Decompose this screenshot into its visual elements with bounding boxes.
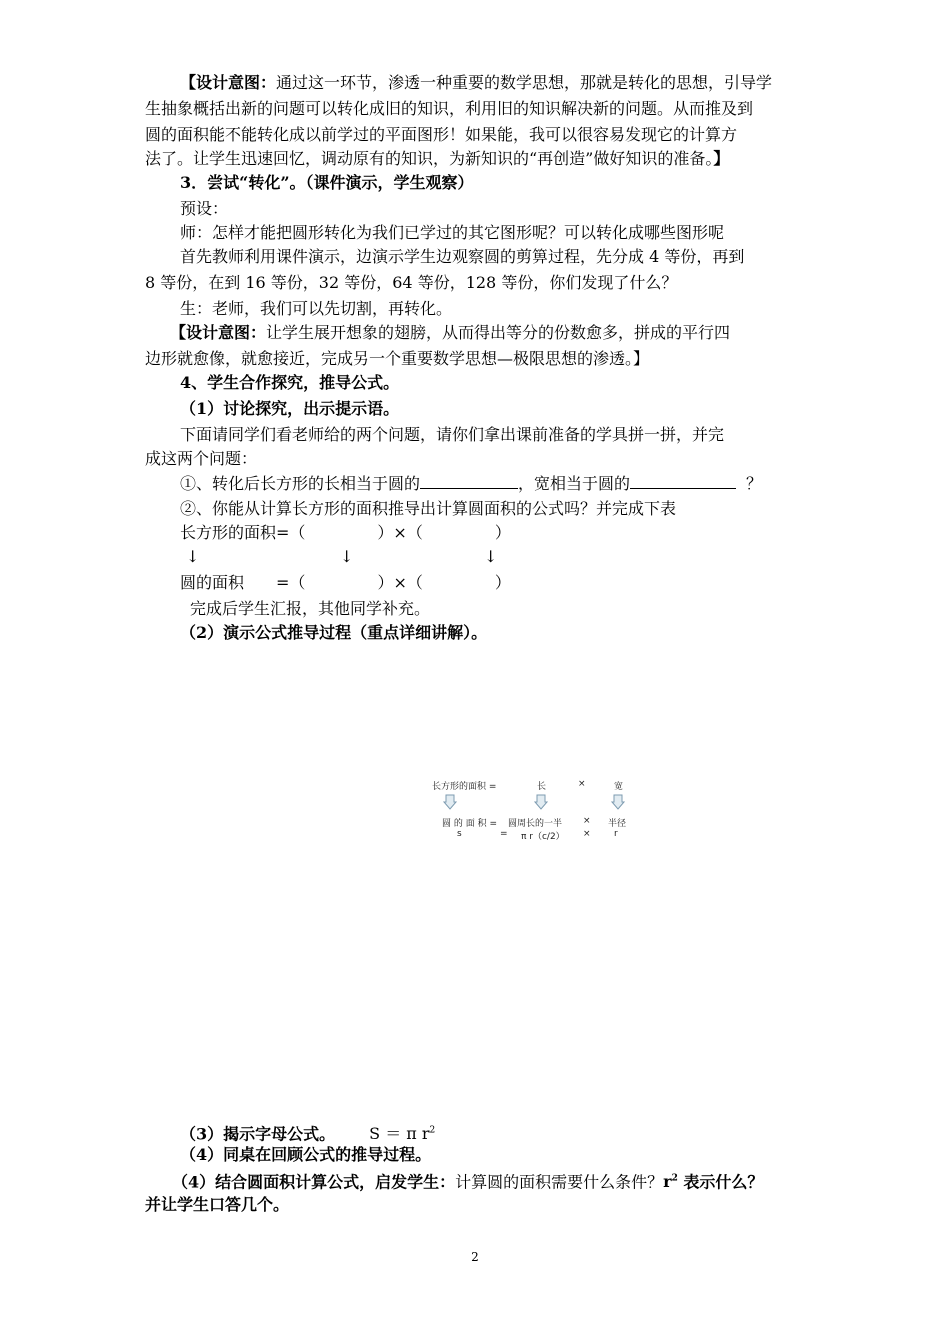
text: ，宽相当于圆的: [518, 474, 631, 493]
diagram-r: r: [614, 829, 618, 839]
demo-text-line-1: 首先教师利用课件演示，边演示学生边观察圆的剪箅过程，先分成 4 等份，再到: [180, 247, 745, 266]
diagram-rect-area-label: 长方形的面积 =: [432, 782, 497, 792]
answer-blank-width: [630, 472, 736, 489]
text: 法了。让学生迅速回忆，调动原有的知识，为新知识的“再创造”做好知识的准备。: [145, 149, 714, 168]
text: 通过这一环节，渗透一种重要的数学思想，那就是转化的思想，引导学: [276, 73, 773, 92]
exponent: 2: [671, 1174, 678, 1184]
diagram-half-circumference: 圆周长的一半: [508, 819, 563, 829]
design-intent-2-line-2: 边形就愈像，就愈接近，完成另一个重要数学思想—极限思想的渗透。】: [145, 349, 650, 368]
down-arrow-icon: ↓: [484, 547, 498, 566]
preset-label: 预设：: [180, 199, 229, 218]
design-intent-2-line-1: [170, 322, 730, 344]
section-4-title: 4、学生合作探究，推导公式。: [180, 373, 400, 392]
section-3-title: 3．尝试“转化”。（课件演示，学生观察）: [180, 173, 474, 192]
diagram-times: ×: [583, 816, 591, 826]
demo-text-line-2: 8 等份，在到 16 等份，32 等份，64 等份，128 等份，你们发现了什么？: [145, 273, 678, 292]
subsection-1-title: （1）讨论探究，出示提示语。: [180, 399, 400, 418]
page-number: 2: [471, 1250, 479, 1264]
exponent: 2: [429, 1126, 436, 1136]
design-intent-1-line-4: [145, 148, 729, 170]
diagram-width-label: 宽: [614, 782, 624, 792]
text: ）×（: [377, 573, 423, 592]
design-intent-1-line-3: 圆的面积能不能转化成以前学过的平面图形！如果能，我可以很容易发现它的计算方: [145, 125, 738, 144]
text: S ＝ π r: [369, 1124, 430, 1144]
diagram-times: ×: [583, 829, 591, 839]
circle-area-row: [180, 572, 511, 594]
design-intent-label: 【设计意图：: [170, 323, 267, 342]
question-1: [180, 472, 762, 495]
subsection-3-title: （3）揭示字母公式。: [180, 1124, 336, 1144]
r-squared: [663, 1172, 678, 1191]
text: ）: [494, 573, 511, 592]
subsection-5-line-1: [172, 1168, 763, 1193]
diagram-radius-label: 半径: [608, 819, 627, 829]
text: ①、转化后长方形的长相当于圆的: [180, 474, 421, 493]
design-intent-label: 【设计意图：: [180, 73, 277, 92]
teacher-question: 师：怎样才能把圆形转化为我们已学过的其它图形呢？可以转化成哪些图形呢: [180, 223, 725, 242]
subsection-5-line-2: 并让学生口答几个。: [145, 1195, 290, 1214]
diagram-length-label: 长: [537, 782, 547, 792]
diagram-circle-area-label: 圆 的 面 积 =: [442, 819, 497, 829]
text: 长方形的面积=（: [180, 523, 306, 542]
answer-blank-length: [420, 472, 518, 489]
text: =（: [276, 573, 306, 592]
text: ）×（: [377, 523, 423, 542]
text: 圆的面积: [180, 573, 245, 592]
design-intent-1-line-2: 生抽象概括出新的问题可以转化成旧的知识，利用旧的知识解决新的问题。从而推及到: [145, 99, 754, 118]
text: r: [663, 1172, 672, 1192]
design-intent-1-line-1: [180, 72, 772, 94]
text: ？: [746, 474, 763, 493]
diagram-equals: =: [500, 829, 508, 839]
rect-area-row: [180, 522, 511, 544]
down-arrow-icon: ↓: [340, 547, 354, 566]
diagram-times: ×: [578, 779, 586, 789]
text: ）: [494, 523, 511, 542]
down-arrow-icon: [611, 794, 625, 810]
student-answer: 生：老师，我们可以先切割，再转化。: [180, 299, 453, 318]
instructions-line-1: 下面请同学们看老师给的两个问题，请你们拿出课前准备的学具拼一拼，并完: [180, 425, 725, 444]
area-formula: [369, 1124, 435, 1143]
question-2: ②、你能从计算长方形的面积推导出计算圆面积的公式吗？并完成下表: [180, 499, 677, 518]
text: （4）结合圆面积计算公式，启发学生：: [172, 1172, 456, 1192]
down-arrow-icon: [534, 794, 548, 810]
text: 让学生展开想象的翅膀，从而得出等分的份数愈多，拼成的平行四: [266, 323, 731, 342]
text: 表示什么？: [677, 1172, 764, 1192]
report-text: 完成后学生汇报，其他同学补充。: [190, 599, 431, 618]
diagram-s: s: [457, 829, 462, 839]
subsection-3: [180, 1120, 435, 1145]
down-arrow-icon: ↓: [186, 547, 200, 566]
subsection-4-title: （4）同桌在回顾公式的推导过程。: [180, 1145, 432, 1164]
down-arrow-icon: [443, 794, 457, 810]
instructions-line-2: 成这两个问题：: [145, 449, 258, 468]
diagram-pi-expression: π r（c/2）: [521, 832, 565, 842]
text: 计算圆的面积需要什么条件？: [455, 1172, 664, 1192]
bracket: 】: [713, 149, 730, 168]
subsection-2-title: （2）演示公式推导过程（重点详细讲解）。: [180, 623, 488, 642]
